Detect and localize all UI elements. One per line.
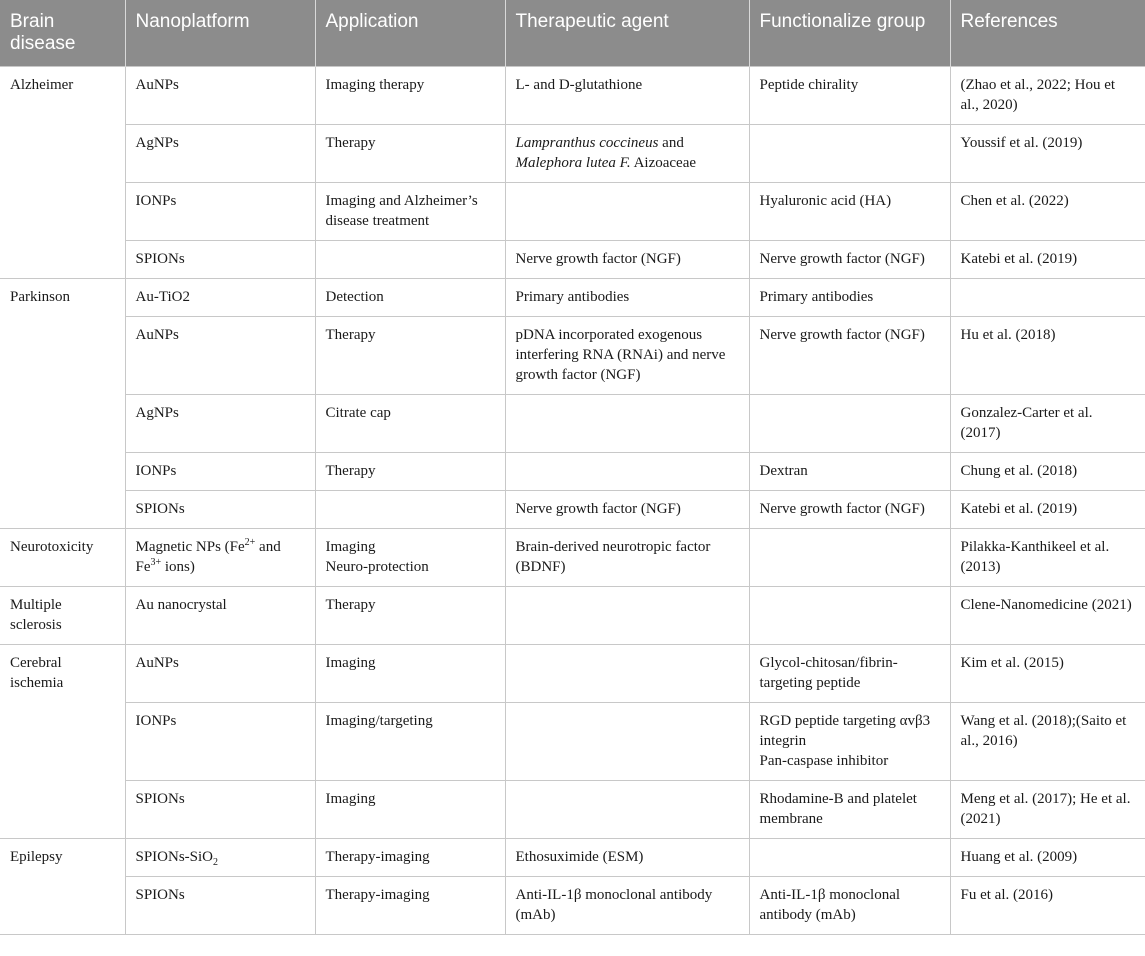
- agent-cell: [505, 781, 749, 839]
- group-cell: Nerve growth factor (NGF): [749, 491, 950, 529]
- agent-cell: [505, 587, 749, 645]
- application-line: Imaging: [325, 539, 376, 555]
- nanoplatform-cell: AuNPs: [125, 67, 315, 125]
- nanoplatform-cell: IONPs: [125, 183, 315, 241]
- nanoplatform-cell: AuNPs: [125, 645, 315, 703]
- application-cell: [315, 241, 505, 279]
- disease-cell: Parkinson: [0, 279, 125, 529]
- reference-cell: Kim et al. (2015): [950, 645, 1145, 703]
- agent-cell: [505, 453, 749, 491]
- nanoplatform-cell: SPIONs: [125, 781, 315, 839]
- table-row: [0, 183, 1145, 241]
- group-cell: Nerve growth factor (NGF): [749, 317, 950, 395]
- agent-cell: Primary antibodies: [505, 279, 749, 317]
- application-line: Neuro-protection: [325, 559, 429, 575]
- reference-cell: [950, 279, 1145, 317]
- group-cell: Nerve growth factor (NGF): [749, 241, 950, 279]
- group-cell: Peptide chirality: [749, 67, 950, 125]
- header-therapeutic-agent: Therapeutic agent: [505, 0, 749, 67]
- table-row: [0, 453, 1145, 491]
- reference-cell: Youssif et al. (2019): [950, 125, 1145, 183]
- disease-cell: Cerebral ischemia: [0, 645, 125, 839]
- group-cell: Rhodamine-B and platelet membrane: [749, 781, 950, 839]
- application-cell: Therapy: [315, 453, 505, 491]
- table-row: [0, 395, 1145, 453]
- reference-cell: Huang et al. (2009): [950, 839, 1145, 877]
- table-row: [0, 839, 1145, 877]
- table-row: [0, 645, 1145, 703]
- group-cell: Anti-IL-1β monoclonal antibody (mAb): [749, 877, 950, 935]
- table-row: [0, 279, 1145, 317]
- application-cell: [315, 529, 505, 587]
- np-text: Magnetic NPs (Fe: [135, 539, 245, 555]
- disease-cell: Neurotoxicity: [0, 529, 125, 587]
- application-cell: Therapy: [315, 125, 505, 183]
- nanoplatform-cell: AgNPs: [125, 125, 315, 183]
- group-line: Pan-caspase inhibitor: [759, 753, 889, 769]
- table-header-row: [0, 0, 1145, 67]
- application-cell: Imaging: [315, 781, 505, 839]
- table-row: [0, 67, 1145, 125]
- application-cell: Therapy: [315, 587, 505, 645]
- species-name: Lampranthus coccineus: [515, 135, 659, 151]
- reference-cell: Fu et al. (2016): [950, 877, 1145, 935]
- nanoplatform-cell: AgNPs: [125, 395, 315, 453]
- group-cell: Hyaluronic acid (HA): [749, 183, 950, 241]
- agent-cell: [505, 125, 749, 183]
- application-cell: Imaging therapy: [315, 67, 505, 125]
- table-row: [0, 317, 1145, 395]
- group-cell: [749, 587, 950, 645]
- agent-cell: [505, 395, 749, 453]
- table-row: [0, 125, 1145, 183]
- group-cell: Primary antibodies: [749, 279, 950, 317]
- nanoplatform-cell: IONPs: [125, 453, 315, 491]
- group-cell: [749, 839, 950, 877]
- agent-cell: Nerve growth factor (NGF): [505, 241, 749, 279]
- np-subscript: 2: [213, 857, 219, 868]
- table-row: [0, 491, 1145, 529]
- agent-cell: [505, 703, 749, 781]
- nanoplatform-cell: [125, 529, 315, 587]
- reference-cell: Chen et al. (2022): [950, 183, 1145, 241]
- nanoplatform-cell: AuNPs: [125, 317, 315, 395]
- group-cell: Dextran: [749, 453, 950, 491]
- ion-charge: 2+: [244, 537, 256, 548]
- application-cell: Therapy-imaging: [315, 839, 505, 877]
- application-cell: Therapy: [315, 317, 505, 395]
- nanoplatform-cell: [125, 839, 315, 877]
- agent-cell: Brain-derived neurotropic factor (BDNF): [505, 529, 749, 587]
- header-references: References: [950, 0, 1145, 67]
- application-cell: Detection: [315, 279, 505, 317]
- reference-cell: Chung et al. (2018): [950, 453, 1145, 491]
- application-cell: [315, 491, 505, 529]
- reference-cell: Gonzalez-Carter et al. (2017): [950, 395, 1145, 453]
- table-row: [0, 529, 1145, 587]
- table-row: [0, 877, 1145, 935]
- nanoplatform-cell: SPIONs: [125, 877, 315, 935]
- disease-cell: Alzheimer: [0, 67, 125, 279]
- disease-cell: Multiple sclerosis: [0, 587, 125, 645]
- disease-cell: Epilepsy: [0, 839, 125, 935]
- group-line: RGD peptide targeting αvβ3 integrin: [759, 713, 931, 749]
- reference-cell: Wang et al. (2018);(Saito et al., 2016): [950, 703, 1145, 781]
- application-cell: Citrate cap: [315, 395, 505, 453]
- nanoplatform-cell: SPIONs: [125, 241, 315, 279]
- reference-cell: Clene-Nanomedicine (2021): [950, 587, 1145, 645]
- table-row: [0, 241, 1145, 279]
- agent-cell: L- and D-glutathione: [505, 67, 749, 125]
- agent-text: and: [658, 135, 684, 151]
- np-text: ions): [161, 559, 195, 575]
- application-cell: Imaging/targeting: [315, 703, 505, 781]
- agent-cell: Ethosuximide (ESM): [505, 839, 749, 877]
- group-cell: Glycol-chitosan/fibrin-targeting peptide: [749, 645, 950, 703]
- agent-cell: pDNA incorporated exogenous interfering RNA (RNAi) and nerve growth factor (NGF): [505, 317, 749, 395]
- application-cell: Imaging and Alzheimer’s disease treatment: [315, 183, 505, 241]
- header-functionalize-group: Functionalize group: [749, 0, 950, 67]
- agent-cell: Anti-IL-1β monoclonal antibody (mAb): [505, 877, 749, 935]
- nanoplatform-cell: Au nanocrystal: [125, 587, 315, 645]
- reference-cell: (Zhao et al., 2022; Hou et al., 2020): [950, 67, 1145, 125]
- agent-cell: [505, 183, 749, 241]
- ion-charge: 3+: [150, 557, 162, 568]
- reference-cell: Pilakka-Kanthikeel et al. (2013): [950, 529, 1145, 587]
- header-application: Application: [315, 0, 505, 67]
- agent-cell: Nerve growth factor (NGF): [505, 491, 749, 529]
- reference-cell: Katebi et al. (2019): [950, 241, 1145, 279]
- nanoplatform-cell: SPIONs: [125, 491, 315, 529]
- reference-cell: Katebi et al. (2019): [950, 491, 1145, 529]
- agent-text: Aizoaceae: [630, 155, 697, 171]
- reference-cell: Hu et al. (2018): [950, 317, 1145, 395]
- application-cell: Imaging: [315, 645, 505, 703]
- group-cell: [749, 395, 950, 453]
- nanoplatform-cell: IONPs: [125, 703, 315, 781]
- agent-cell: [505, 645, 749, 703]
- nanoplatform-cell: Au-TiO2: [125, 279, 315, 317]
- table-row: [0, 703, 1145, 781]
- np-text: and Fe: [135, 539, 281, 575]
- header-nanoplatform: Nanoplatform: [125, 0, 315, 67]
- application-cell: Therapy-imaging: [315, 877, 505, 935]
- group-cell: [749, 529, 950, 587]
- group-cell: [749, 703, 950, 781]
- group-cell: [749, 125, 950, 183]
- species-name: Malephora lutea F.: [515, 155, 631, 171]
- np-text: SPIONs-SiO: [135, 849, 214, 865]
- header-brain-disease: Brain disease: [0, 0, 125, 67]
- table-row: [0, 587, 1145, 645]
- reference-cell: Meng et al. (2017); He et al. (2021): [950, 781, 1145, 839]
- table-row: [0, 781, 1145, 839]
